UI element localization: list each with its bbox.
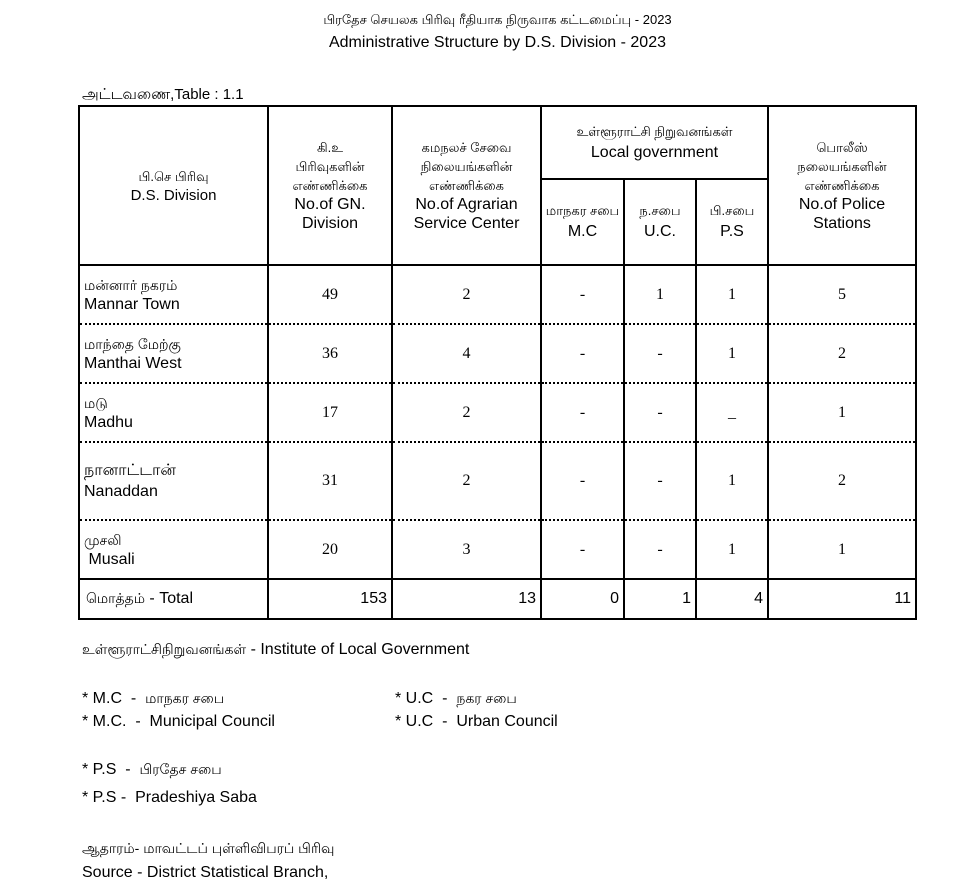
ps-cell: 1: [696, 520, 768, 579]
ps-note-tamil: * P.S - பிரதேச சபை: [82, 761, 222, 778]
mc-cell: -: [541, 520, 624, 579]
source-tamil: ஆதாரம்- மாவட்டப் புள்ளிவிபரப் பிரிவு: [82, 840, 335, 856]
mc-cell: -: [541, 442, 624, 520]
gn-cell: 36: [268, 324, 392, 383]
institute-note: உள்ளூராட்சிநிறுவனங்கள் - Institute of Local Government: [82, 641, 470, 658]
mc-cell: -: [541, 265, 624, 324]
total-ps: 4: [696, 579, 768, 619]
header-police: பொலீஸ் நலையங்களின் எண்ணிக்கை No.of Police Stations: [768, 106, 916, 265]
agrarian-cell: 4: [392, 324, 541, 383]
division-cell: நானாட்டான் Nanaddan: [79, 442, 268, 520]
gn-cell: 17: [268, 383, 392, 442]
division-cell: மடு Madhu: [79, 383, 268, 442]
agrarian-cell: 2: [392, 265, 541, 324]
uc-cell: -: [624, 383, 696, 442]
table-row: [79, 383, 916, 442]
division-cell: முசலி Musali: [79, 520, 268, 579]
header-mc: மாநகர சபை M.C: [541, 179, 624, 265]
admin-structure-table: [78, 105, 917, 620]
ps-note-english: * P.S - Pradeshiya Saba: [82, 789, 257, 806]
division-cell: மாந்தை மேற்கு Manthai West: [79, 324, 268, 383]
table-row: [79, 324, 916, 383]
header-division: பி.செ பிரிவு D.S. Division: [79, 106, 268, 265]
uc-note-english: * U.C - Urban Council: [395, 713, 558, 730]
agrarian-cell: 2: [392, 442, 541, 520]
total-row: [79, 579, 916, 619]
police-cell: 1: [768, 383, 916, 442]
police-cell: 1: [768, 520, 916, 579]
uc-cell: -: [624, 324, 696, 383]
uc-cell: -: [624, 442, 696, 520]
mc-cell: -: [541, 324, 624, 383]
agrarian-cell: 3: [392, 520, 541, 579]
ps-cell: _: [696, 383, 768, 442]
gn-cell: 31: [268, 442, 392, 520]
uc-cell: -: [624, 520, 696, 579]
table-label: அட்டவணை,Table : 1.1: [82, 86, 244, 103]
uc-note-tamil: * U.C - நகர சபை: [395, 690, 517, 707]
header-ps: பி.சபை P.S: [696, 179, 768, 265]
table-row: [79, 442, 916, 520]
ps-cell: 1: [696, 324, 768, 383]
police-cell: 5: [768, 265, 916, 324]
total-uc: 1: [624, 579, 696, 619]
table-row: [79, 265, 916, 324]
police-cell: 2: [768, 324, 916, 383]
total-label: மொத்தம் - Total: [79, 579, 268, 619]
mc-cell: -: [541, 383, 624, 442]
header-local-government: உள்ளூராட்சி நிறுவனங்கள் Local government: [541, 106, 768, 179]
mc-note-english: * M.C. - Municipal Council: [82, 713, 275, 730]
ps-cell: 1: [696, 265, 768, 324]
title-english: Administrative Structure by D.S. Division - 2023: [328, 34, 666, 51]
gn-cell: 49: [268, 265, 392, 324]
total-gn: 153: [268, 579, 392, 619]
mc-note-tamil: * M.C - மாநகர சபை: [82, 690, 225, 707]
gn-cell: 20: [268, 520, 392, 579]
total-mc: 0: [541, 579, 624, 619]
title-tamil: பிரதேச செயலக பிரிவு ரீதியாக நிருவாக கட்டமைப்பு - 2023: [323, 12, 672, 27]
agrarian-cell: 2: [392, 383, 541, 442]
uc-cell: 1: [624, 265, 696, 324]
table-row: [79, 520, 916, 579]
division-cell: மன்னார் நகரம் Mannar Town: [79, 265, 268, 324]
header-gn-division: கி.உ பிரிவுகளின் எண்ணிக்கை No.of GN. Division: [268, 106, 392, 265]
police-cell: 2: [768, 442, 916, 520]
ps-cell: 1: [696, 442, 768, 520]
total-police: 11: [768, 579, 916, 619]
total-agrarian: 13: [392, 579, 541, 619]
header-agrarian: கமநலச் சேவை நிலையங்களின் எண்ணிக்கை No.of Agrarian Service Center: [392, 106, 541, 265]
source-english: Source - District Statistical Branch,: [82, 864, 329, 881]
header-uc: ந.சபை U.C.: [624, 179, 696, 265]
